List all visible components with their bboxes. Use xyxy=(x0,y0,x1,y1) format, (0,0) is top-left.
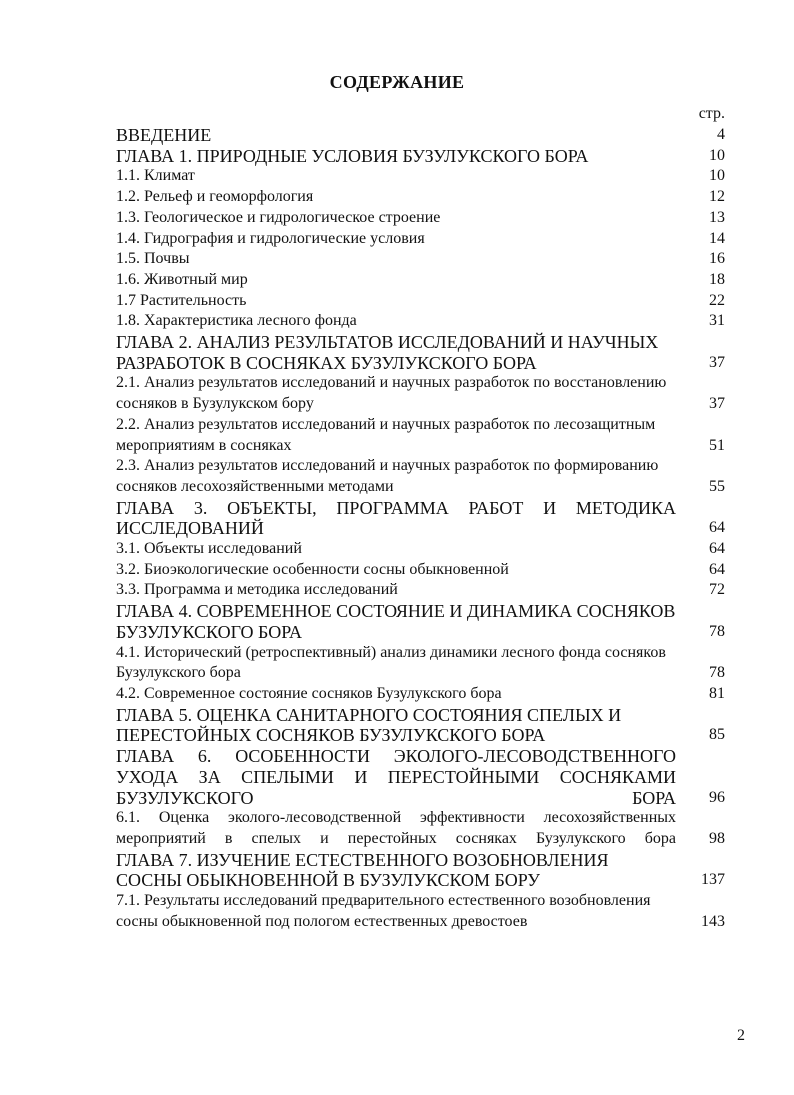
toc-entry-page: 98 xyxy=(709,829,725,847)
table-of-contents xyxy=(116,125,725,932)
toc-entry-title: ГЛАВА 1. ПРИРОДНЫЕ УСЛОВИЯ БУЗУЛУКСКОГО БОРА xyxy=(116,145,589,166)
toc-entry-page: 64 xyxy=(709,560,725,578)
toc-entry-title: 2.2. Анализ результатов исследований и научных разработок по лесозащитным мероприятиям в сосняках xyxy=(116,415,656,454)
toc-section-entry[interactable] xyxy=(116,539,725,560)
toc-section-entry[interactable] xyxy=(116,311,725,332)
toc-entry-page: 143 xyxy=(701,912,725,930)
toc-section-entry[interactable] xyxy=(116,208,725,229)
toc-entry-page: 4 xyxy=(717,126,725,143)
toc-section-entry[interactable] xyxy=(116,373,725,414)
toc-entry-title: 1.6. Животный мир xyxy=(116,270,248,288)
toc-entry-title: ГЛАВА 6. ОСОБЕННОСТИ ЭКОЛОГО-ЛЕСОВОДСТВЕННОГО УХОДА ЗА СПЕЛЫМИ И ПЕРЕСТОЙНЫМИ СОСНЯКАМИ БУЗУЛУКСКОГО БОРА xyxy=(116,746,676,808)
toc-entry-page: 37 xyxy=(709,395,725,413)
toc-chapter-entry[interactable] xyxy=(116,850,725,891)
toc-entry-title: 2.1. Анализ результатов исследований и научных разработок по восстановлению сосняков в Бузулукском бору xyxy=(116,374,667,413)
toc-entry-title: ГЛАВА 3. ОБЪЕКТЫ, ПРОГРАММА РАБОТ И МЕТОДИКА ИССЛЕДОВАНИЙ xyxy=(116,497,676,539)
toc-entry-title: 1.1. Климат xyxy=(116,167,195,185)
toc-entry-title: ВВЕДЕНИЕ xyxy=(116,125,212,145)
toc-chapter-entry[interactable] xyxy=(116,746,725,808)
toc-entry-page: 12 xyxy=(709,188,725,206)
toc-entry-page: 72 xyxy=(709,581,725,599)
toc-entry-page: 137 xyxy=(701,871,725,889)
toc-entry-page: 64 xyxy=(709,540,725,558)
toc-section-entry[interactable] xyxy=(116,291,725,312)
toc-section-entry[interactable] xyxy=(116,229,725,250)
toc-entry-title: 3.2. Биоэкологические особенности сосны обыкновенной xyxy=(116,560,509,578)
toc-entry-page: 31 xyxy=(709,312,725,330)
page-column-label: стр. xyxy=(698,105,725,122)
toc-section-entry[interactable] xyxy=(116,456,725,497)
toc-entry-title: 4.1. Исторический (ретроспективный) анализ динамики лесного фонда сосняков Бузулукского бора xyxy=(116,643,666,682)
toc-entry-title: 4.2. Современное состояние сосняков Бузулукского бора xyxy=(116,684,502,702)
toc-section-entry[interactable] xyxy=(116,415,725,456)
toc-section-entry[interactable] xyxy=(116,684,725,705)
toc-entry-title: 1.3. Геологическое и гидрологическое строение xyxy=(116,208,441,226)
toc-entry-page: 78 xyxy=(709,622,725,640)
toc-entry-page: 96 xyxy=(709,788,725,806)
page-number: 2 xyxy=(737,1027,745,1044)
toc-section-entry[interactable] xyxy=(116,187,725,208)
toc-entry-page: 81 xyxy=(709,684,725,702)
toc-section-entry[interactable] xyxy=(116,808,725,849)
toc-entry-title: ГЛАВА 7. ИЗУЧЕНИЕ ЕСТЕСТВЕННОГО ВОЗОБНОВЛЕНИЯ СОСНЫ ОБЫКНОВЕННОЙ В БУЗУЛУКСКОМ БОРУ xyxy=(116,849,609,891)
toc-entry-page: 13 xyxy=(709,208,725,226)
toc-section-entry[interactable] xyxy=(116,580,725,601)
toc-chapter-entry[interactable] xyxy=(116,146,725,167)
toc-entry-title: 3.1. Объекты исследований xyxy=(116,540,302,558)
toc-entry-title: 1.4. Гидрография и гидрологические условия xyxy=(116,229,425,247)
toc-section-entry[interactable] xyxy=(116,249,725,270)
toc-entry-title: 1.2. Рельеф и геоморфология xyxy=(116,188,314,206)
toc-section-entry[interactable] xyxy=(116,166,725,187)
toc-entry-title: 7.1. Результаты исследований предварительного естественного возобновления сосны обыкновенной под пологом естественных древостоев xyxy=(116,892,651,930)
toc-entry-page: 16 xyxy=(709,250,725,268)
toc-entry-title: 1.8. Характеристика лесного фонда xyxy=(116,312,357,330)
toc-entry-page: 64 xyxy=(709,519,725,537)
toc-chapter-entry[interactable] xyxy=(116,332,725,373)
toc-entry-title: ГЛАВА 4. СОВРЕМЕННОЕ СОСТОЯНИЕ И ДИНАМИКА СОСНЯКОВ БУЗУЛУКСКОГО БОРА xyxy=(116,601,676,642)
toc-entry-title: 6.1. Оценка эколого-лесоводственной эффективности лесохозяйственных мероприятий в спелых и перестойных сосняках Бузулукского бора xyxy=(116,809,676,847)
toc-entry-page: 14 xyxy=(709,229,725,247)
toc-entry-page: 55 xyxy=(709,477,725,495)
toc-entry-title: ГЛАВА 2. АНАЛИЗ РЕЗУЛЬТАТОВ ИССЛЕДОВАНИЙ И НАУЧНЫХ РАЗРАБОТОК В СОСНЯКАХ БУЗУЛУКСКОГО БОРА xyxy=(116,332,659,373)
toc-chapter-entry[interactable] xyxy=(116,498,725,539)
toc-entry-title: ГЛАВА 5. ОЦЕНКА САНИТАРНОГО СОСТОЯНИЯ СПЕЛЫХ И ПЕРЕСТОЙНЫХ СОСНЯКОВ БУЗУЛУКСКОГО БОРА xyxy=(116,704,622,746)
toc-entry-title: 1.7 Растительность xyxy=(116,291,247,309)
toc-section-entry[interactable] xyxy=(116,643,725,684)
toc-entry-title: 3.3. Программа и методика исследований xyxy=(116,581,398,599)
toc-chapter-entry[interactable] xyxy=(116,601,725,642)
toc-entry-page: 10 xyxy=(709,167,725,185)
toc-entry-page: 22 xyxy=(709,291,725,309)
toc-entry-page: 51 xyxy=(709,436,725,454)
toc-entry-page: 78 xyxy=(709,664,725,682)
toc-section-entry[interactable] xyxy=(116,560,725,581)
toc-entry-page: 85 xyxy=(709,726,725,744)
toc-section-entry[interactable] xyxy=(116,891,725,932)
toc-chapter-entry[interactable] xyxy=(116,705,725,746)
toc-section-entry[interactable] xyxy=(116,270,725,291)
toc-chapter-entry[interactable] xyxy=(116,125,725,146)
page-title: СОДЕРЖАНИЕ xyxy=(329,72,465,92)
toc-entry-page: 18 xyxy=(709,270,725,288)
toc-entry-title: 1.5. Почвы xyxy=(116,250,190,268)
toc-entry-page: 10 xyxy=(709,146,725,164)
toc-entry-page: 37 xyxy=(709,353,725,371)
toc-entry-title: 2.3. Анализ результатов исследований и научных разработок по формированию сосняков лесохозяйственными методами xyxy=(116,457,659,495)
